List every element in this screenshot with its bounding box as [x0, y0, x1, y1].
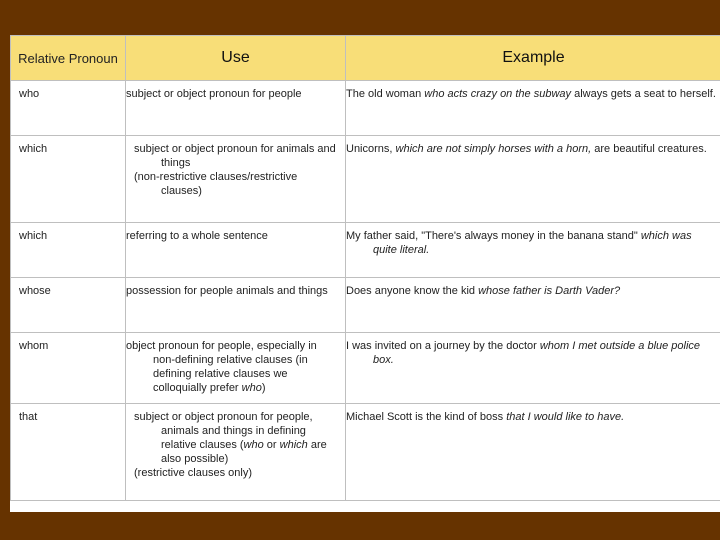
example-cell: Unicorns, which are not simply horses with a horn, are beautiful creatures. [346, 136, 720, 223]
pronoun-cell: who [11, 81, 126, 136]
use-cell: possession for people animals and things [126, 278, 346, 333]
header-use: Use [126, 36, 346, 81]
use-cell: subject or object pronoun for people [126, 81, 346, 136]
use-cell: subject or object pronoun for animals and things (non-restrictive clauses/restrictive clauses) [126, 136, 346, 223]
example-cell: The old woman who acts crazy on the subway always gets a seat to herself. [346, 81, 720, 136]
example-cell: My father said, "There's always money in the banana stand" which was quite literal. [346, 223, 720, 278]
pronoun-cell: whom [11, 333, 126, 404]
example-cell: Does anyone know the kid whose father is Darth Vader? [346, 278, 720, 333]
table-row [11, 223, 720, 278]
header-relative-pronoun: Relative Pronoun [11, 36, 126, 81]
table-row [11, 81, 720, 136]
pronoun-cell: that [11, 404, 126, 501]
example-cell: Michael Scott is the kind of boss that I would like to have. [346, 404, 720, 501]
use-cell: subject or object pronoun for people, animals and things in defining relative clauses (who or which are also possible) (restrictive clauses only) [126, 404, 346, 501]
header-row [11, 36, 720, 81]
table-row [11, 404, 720, 501]
pronoun-cell: which [11, 136, 126, 223]
header-example: Example [346, 36, 720, 81]
example-cell: I was invited on a journey by the doctor whom I met outside a blue police box. [346, 333, 720, 404]
use-cell: referring to a whole sentence [126, 223, 346, 278]
use-cell: object pronoun for people, especially in non-defining relative clauses (in defining relative clauses we colloquially prefer who) [126, 333, 346, 404]
relative-pronoun-table [10, 35, 720, 501]
pronoun-cell: which [11, 223, 126, 278]
relative-pronoun-table-frame [10, 35, 720, 512]
pronoun-cell: whose [11, 278, 126, 333]
table-row [11, 333, 720, 404]
table-row [11, 278, 720, 333]
table-row [11, 136, 720, 223]
